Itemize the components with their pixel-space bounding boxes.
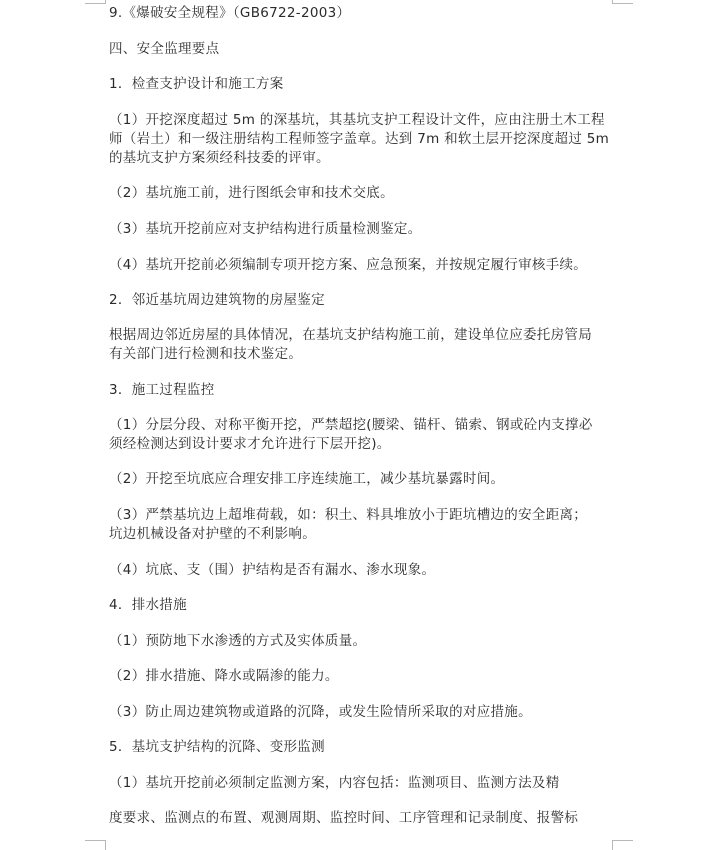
paragraph-line: 坑边机械设备对护壁的不利影响。: [109, 526, 316, 542]
paragraph-line: （1）开挖深度超过 5m 的深基坑，其基坑支护工程设计文件，应由注册土木工程: [109, 112, 605, 128]
paragraph-line: 有关部门进行检测和技术鉴定。: [109, 346, 303, 362]
list-item: （3）防止周边建筑物或道路的沉降，或发生险情所采取的对应措施。: [109, 704, 532, 720]
paragraph-line: （1）分层分段、对称平衡开挖，严禁超挖(腰梁、锚杆、锚索、钢或砼内支撑必: [109, 417, 593, 433]
list-item: （4）坑底、支（围）护结构是否有漏水、渗水现象。: [109, 562, 436, 578]
paragraph-line: 的基坑支护方案须经科技委的评审。: [109, 150, 330, 166]
paragraph-line: 根据周边邻近房屋的具体情况，在基坑支护结构施工前，建设单位应委托房管局: [109, 327, 592, 343]
page-corner-mark: [85, 0, 106, 4]
page-corner-mark: [612, 0, 633, 4]
list-item: （2）排水措施、降水或隔渗的能力。: [109, 668, 339, 684]
page-corner-mark: [85, 840, 106, 850]
page-corner-mark: [612, 840, 633, 850]
paragraph-line: （3）严禁基坑边上超堆荷载，如：积土、料具堆放小于距坑槽边的安全距离；: [109, 507, 588, 523]
paragraph-line: 师（岩土）和一级注册结构工程师签字盖章。达到 7m 和软土层开挖深度超过 5m: [109, 131, 610, 147]
subsection-heading: 5．基坑支护结构的沉降、变形监测: [109, 739, 325, 755]
section-heading: 四、安全监理要点: [109, 41, 220, 57]
list-item: （3）基坑开挖前应对支护结构进行质量检测鉴定。: [109, 221, 422, 237]
subsection-heading: 3．施工过程监控: [109, 382, 215, 398]
subsection-heading: 4．排水措施: [109, 597, 187, 613]
list-item: （2）基坑施工前，进行图纸会审和技术交底。: [109, 185, 394, 201]
subsection-heading: 2．邻近基坑周边建筑物的房屋鉴定: [109, 292, 325, 308]
paragraph-line: （1）基坑开挖前必须制定监测方案，内容包括：监测项目、监测方法及精: [109, 775, 560, 791]
paragraph-line: 须经检测达到设计要求才允许进行下层开挖)。: [109, 436, 391, 452]
reference-item-9: 9.《爆破安全规程》（GB6722-2003）: [109, 5, 351, 21]
list-item: （1）预防地下水渗透的方式及实体质量。: [109, 633, 367, 649]
list-item: （2）开挖至坑底应合理安排工序连续施工，减少基坑暴露时间。: [109, 471, 505, 487]
paragraph-line: 度要求、监测点的布置、观测周期、监控时间、工序管理和记录制度、报警标: [109, 810, 579, 826]
list-item: （4）基坑开挖前必须编制专项开挖方案、应急预案，并按规定履行审核手续。: [109, 257, 588, 273]
subsection-heading: 1．检查支护设计和施工方案: [109, 76, 284, 92]
